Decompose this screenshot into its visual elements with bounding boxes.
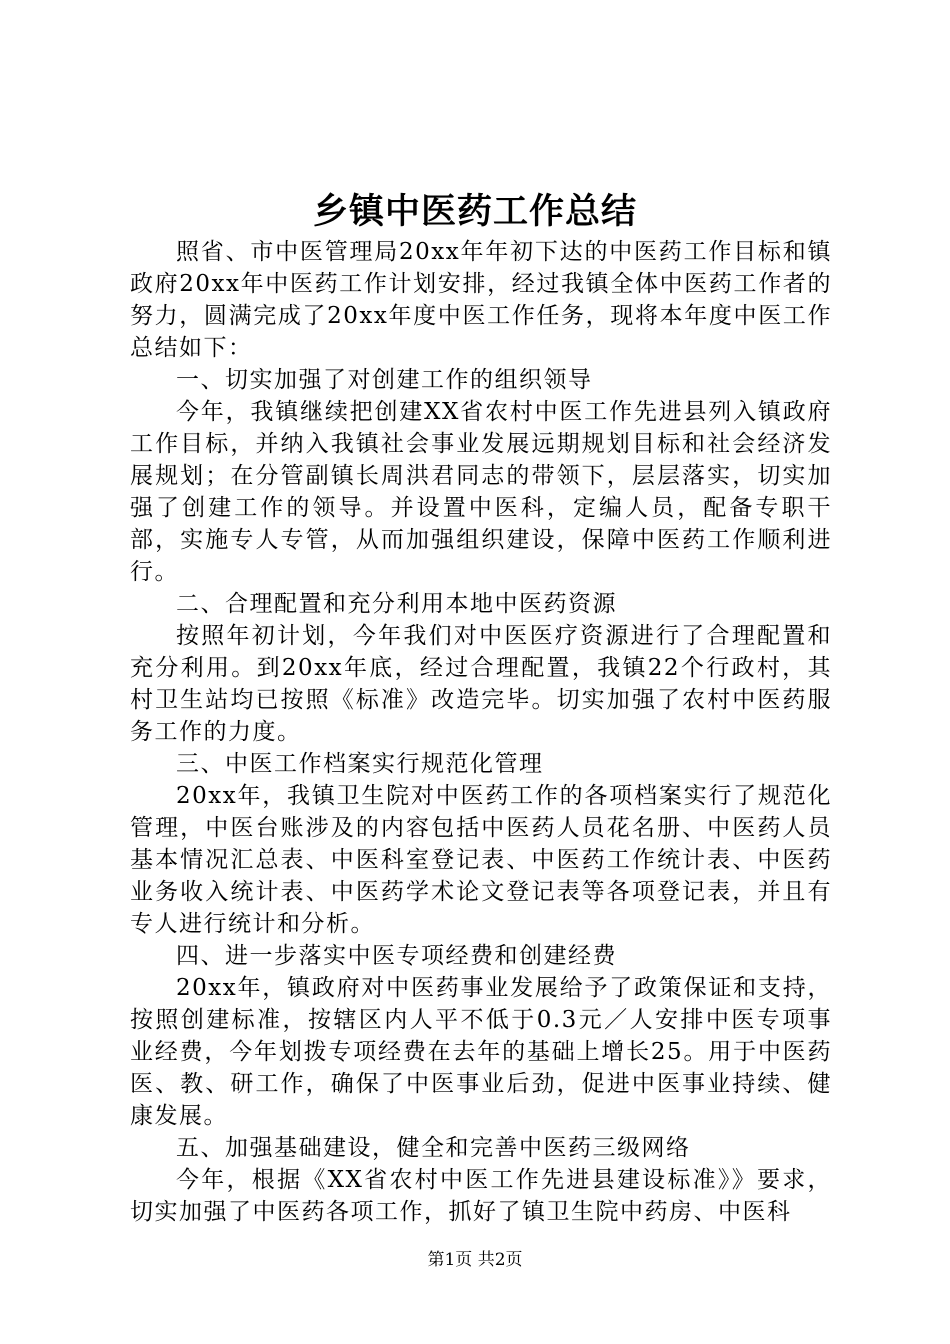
paragraph-4: 20xx年，镇政府对中医药事业发展给予了政策保证和支持，按照创建标准，按辖区内人平不低于0.3元／人安排中医专项事业经费，今年划拨专项经费在去年的基础上增长25。用于中医药医、教、研工作，确保了中医事业后劲，促进中医事业持续、健康发展。 bbox=[130, 975, 832, 1129]
section-heading-2: 二、合理配置和充分利用本地中医药资源 bbox=[176, 591, 617, 617]
paragraph-5: 今年，根据《XX省农村中医工作先进县建设标准》》要求，切实加强了中医药各项工作，抓好了镇卫生院中药房、中医科 bbox=[130, 1167, 832, 1225]
paragraph-intro: 照省、市中医管理局20xx年年初下达的中医药工作目标和镇政府20xx年中医药工作计划安排，经过我镇全体中医药工作者的努力，圆满完成了20xx年度中医工作任务，现将本年度中医工作总结如下： bbox=[130, 239, 832, 361]
section-heading-1: 一、切实加强了对创建工作的组织领导 bbox=[176, 367, 593, 393]
paragraph-3: 20xx年，我镇卫生院对中医药工作的各项档案实行了规范化管理，中医台账涉及的内容包括中医药人员花名册、中医药人员基本情况汇总表、中医科室登记表、中医药工作统计表、中医药业务收入统计表、中医药学术论文登记表等各项登记表，并且有专人进行统计和分析。 bbox=[130, 783, 832, 937]
section-heading-4: 四、进一步落实中医专项经费和创建经费 bbox=[176, 943, 617, 969]
section-heading-3: 三、中医工作档案实行规范化管理 bbox=[176, 751, 544, 777]
section-heading-5: 五、加强基础建设，健全和完善中医药三级网络 bbox=[176, 1135, 691, 1161]
document-body bbox=[130, 236, 832, 1228]
page-footer: 第1页 共2页 bbox=[427, 1250, 523, 1270]
paragraph-2: 按照年初计划，今年我们对中医医疗资源进行了合理配置和充分利用。到20xx年底，经过合理配置，我镇22个行政村，其村卫生站均已按照《标准》改造完毕。切实加强了农村中医药服务工作的力度。 bbox=[130, 623, 832, 745]
paragraph-1: 今年，我镇继续把创建XX省农村中医工作先进县列入镇政府工作目标，并纳入我镇社会事业发展远期规划目标和社会经济发展规划；在分管副镇长周洪君同志的带领下，层层落实，切实加强了创建工作的领导。并设置中医科，定编人员，配备专职干部，实施专人专管，从而加强组织建设，保障中医药工作顺利进行。 bbox=[130, 399, 832, 585]
document-title: 乡镇中医药工作总结 bbox=[312, 191, 637, 232]
